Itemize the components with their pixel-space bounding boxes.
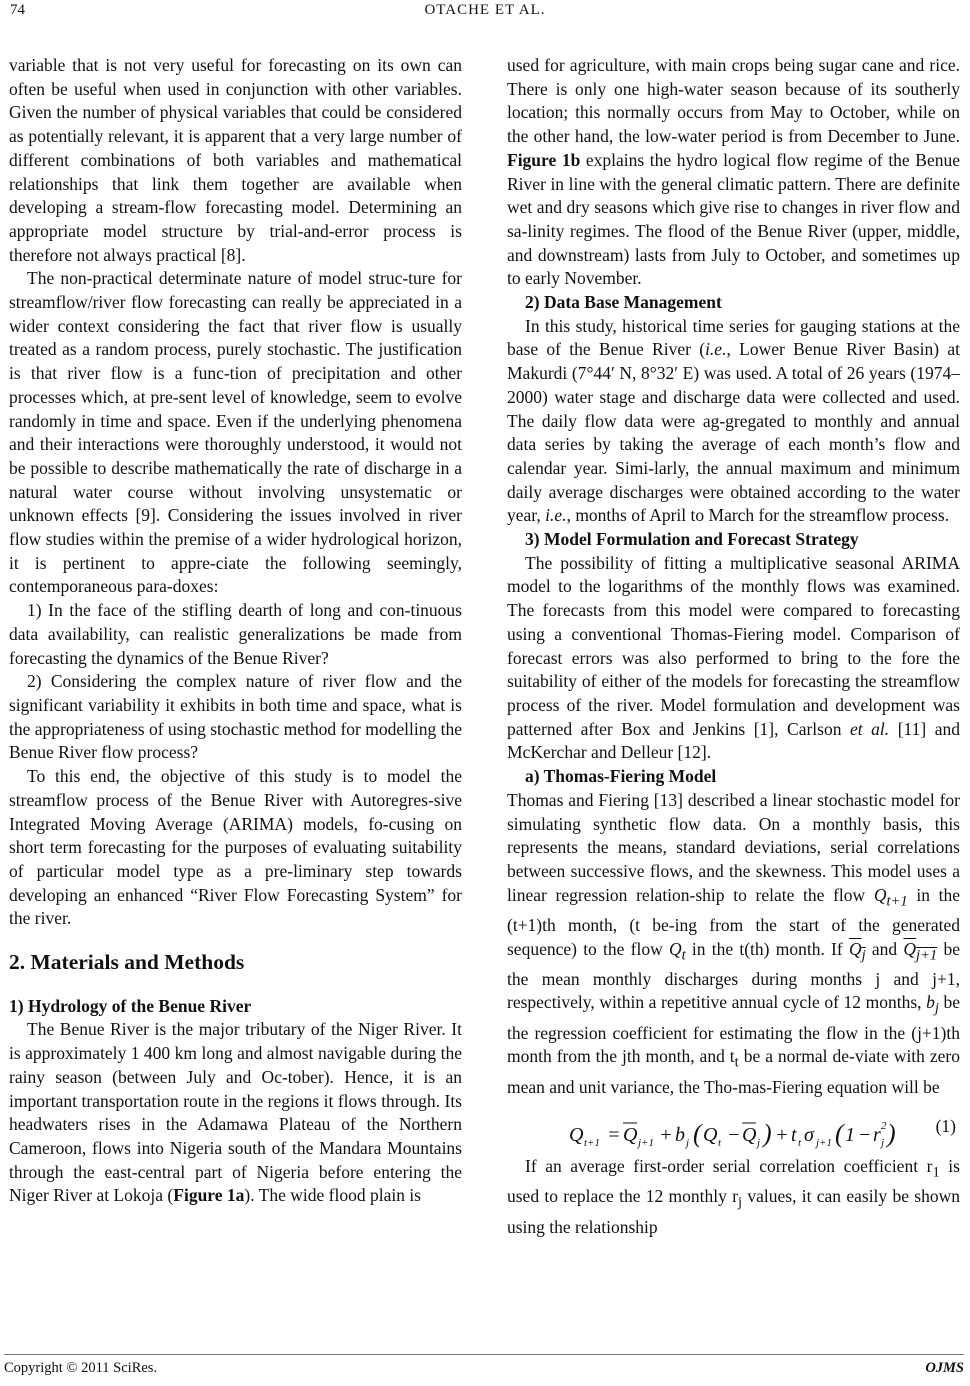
text-run: ). The wide flood plain is xyxy=(244,1185,421,1206)
svg-text:t: t xyxy=(798,1137,802,1150)
text-run: [11] and McKerchar and Delleur [12]. xyxy=(507,718,960,763)
svg-text:Q: Q xyxy=(742,1124,757,1147)
page-number: 74 xyxy=(10,2,25,18)
journal-abbrev: OJMS xyxy=(925,1360,964,1376)
paragraph xyxy=(9,1018,462,1208)
text-run: Thomas and Fiering [13] described a linear stochastic model for simulating synthetic flow data. On a monthly basis, this represents the means, standard deviations, serial correlations between successive flows, and the skewness. This model uses a linear regression relation-ship to relate the flow xyxy=(507,789,960,905)
svg-text:t: t xyxy=(718,1137,722,1150)
subsection-heading: 1) Hydrology of the Benue River xyxy=(9,995,252,1016)
section-heading: 2. Materials and Methods xyxy=(9,950,245,975)
svg-text:j+1: j+1 xyxy=(638,1137,654,1150)
svg-text:(: ( xyxy=(835,1119,844,1149)
figure-ref[interactable]: Figure 1b xyxy=(507,149,581,170)
right-column xyxy=(507,54,960,1239)
paragraph: To this end, the objective of this study is to model the streamflow process of the Benue River with Autoregres-sive Integrated Moving Average (ARIMA) models, fo-cusing on short term forecasting for the purposes of evaluating suitability of particular model type as a pre-liminary step towards developing an enhanced “River Flow Forecasting System” for the river. xyxy=(9,766,462,929)
svg-text:−: − xyxy=(858,1124,872,1147)
svg-text:−: − xyxy=(727,1124,741,1147)
text-run: , months of April to March for the streamflow process. xyxy=(566,505,950,526)
text-run: , Lower Benue River Basin) at Makurdi (7°44′ N, 8°32′ E) was used. A total of 26 years (1974–2000) water stage and discharge data were collected and used. The daily flow data were ag-gregated to monthly and annual data series by taking the average of each month’s flow and calendar year. Simi-larly, the annual maximum and minimum daily average discharges were obtained according to the water year, xyxy=(507,339,961,526)
text-run: used for agriculture, with main crops being sugar cane and rice. There is only one high-water season because of its southerly location; this normally occurs from May to October, while on the other hand, the low-water period is from December to June. xyxy=(507,55,960,147)
svg-text:=: = xyxy=(607,1124,621,1147)
svg-text:j: j xyxy=(881,1137,885,1150)
paragraph: variable that is not very useful for forecasting on its own can often be useful when used in conjunction with other variables. Given the number of physical variables that could be considered as potentially relevant, it is apparent that a very large number of different combinations of both variables and mathematical relationships that link them together are available when developing a stream-flow forecasting model. Determining an appropriate model structure by trial-and-error process is therefore not always practical [8]. xyxy=(9,55,462,265)
italic-abbrev: et al. xyxy=(850,718,890,739)
italic-abbrev: i.e. xyxy=(545,505,567,526)
equation-number: (1) xyxy=(935,1116,956,1137)
svg-text:σ: σ xyxy=(804,1124,814,1147)
paragraph xyxy=(507,552,960,765)
paragraph xyxy=(507,1155,960,1239)
text-run: be the regression coefficient for estimating the flow in the (j+1)th month from the jth month, and t xyxy=(507,992,960,1067)
copyright-notice: Copyright © 2011 SciRes. xyxy=(4,1360,158,1376)
subsection-heading: 3) Model Formulation and Forecast Strategy xyxy=(525,529,859,550)
svg-text:Q: Q xyxy=(569,1124,584,1147)
svg-text:1: 1 xyxy=(845,1124,855,1147)
subsection-heading: 2) Data Base Management xyxy=(525,292,722,313)
svg-text:): ) xyxy=(887,1119,896,1149)
svg-text:): ) xyxy=(763,1119,772,1149)
svg-text:+: + xyxy=(775,1124,789,1147)
italic-abbrev: i.e. xyxy=(705,339,727,360)
page-header xyxy=(0,2,970,24)
equation-1 xyxy=(507,1099,960,1155)
subsection-heading: a) Thomas-Fiering Model xyxy=(525,766,717,787)
paragraph xyxy=(507,315,960,528)
text-run: If an average first-order serial correlation coefficient r xyxy=(525,1156,933,1177)
paragraph: 2) Considering the complex nature of river flow and the significant variability it exhibits in both time and space, what is the appropriateness of using stochastic method for modelling the Benue River flow process? xyxy=(9,671,462,763)
text-run: In this study, historical time series for gauging stations at the base of the Benue River ( xyxy=(507,315,960,360)
paragraph: The non-practical determinate nature of model struc-ture for streamflow/river flow forecasting can really be appreciated in a wider context considering the fact that river flow is usually treated as a random process, purely stochastic. The justification is that river flow is a func-tion of precipitation and other processes which, at pre-sent level of knowledge, seem to evolve randomly in time and space. Even if the underlying phenomena and their interactions were thoroughly understood, it would not be possible to describe mathematically the rate of discharge in a natural water course without involving unsystematic or unknown effects [9]. Considering the issues involved in river flow studies within the premise of a wider hydrological horizon, it is pertinent to appre-ciate the following seemingly, contemporaneous para-doxes: xyxy=(9,268,462,597)
text-run: and xyxy=(871,938,904,959)
paragraph: 1) In the face of the stifling dearth of long and con-tinuous data availability, can realistic generalizations be made from forecasting the dynamics of the Benue River? xyxy=(9,600,462,668)
text-run: in the (t+1)th month, (t be-ing from the start of the generated sequence) to the flow xyxy=(507,884,960,959)
svg-text:b: b xyxy=(675,1124,685,1147)
svg-text:j+1: j+1 xyxy=(816,1137,832,1150)
running-title: OTACHE ET AL. xyxy=(424,2,546,18)
symbol: $Q_{t+1}$ xyxy=(873,884,908,910)
text-run: explains the hydro logical flow regime of the Benue River in line with the general climatic pattern. There are definite wet and dry seasons which give rise to changes in river flow and sa-linity regimes. The flood of the Benue River (upper, middle, and downstream) lasts from July to October, and sometimes up to early November. xyxy=(507,149,960,289)
text-run: in the t(th) month. If xyxy=(691,938,849,959)
paragraph xyxy=(507,54,960,291)
footer-rule xyxy=(4,1354,964,1355)
svg-text:Q: Q xyxy=(703,1124,718,1147)
left-column xyxy=(9,54,462,1208)
subscript: t xyxy=(734,1054,739,1071)
svg-text:t+1: t+1 xyxy=(584,1137,600,1150)
text-run: values, it can easily be shown using the relationship xyxy=(507,1186,960,1237)
svg-text:Q: Q xyxy=(623,1124,638,1147)
svg-text:t: t xyxy=(791,1124,797,1147)
subscript: 1 xyxy=(932,1164,940,1181)
svg-text:j: j xyxy=(757,1137,761,1150)
figure-ref[interactable]: Figure 1a xyxy=(173,1185,245,1206)
svg-text:j: j xyxy=(686,1137,690,1150)
subscript: j xyxy=(738,1194,743,1211)
svg-text:+: + xyxy=(659,1124,673,1147)
paragraph xyxy=(507,789,960,1099)
text-run: is used to replace the 12 monthly r xyxy=(507,1156,960,1207)
symbol: $Q_j$ xyxy=(848,938,866,964)
text-run: be a normal de-viate with zero mean and unit variance, the Tho-mas-Fiering equation will be xyxy=(507,1046,961,1097)
symbol: $Q_{j+1}$ xyxy=(903,938,938,964)
svg-text:2: 2 xyxy=(881,1120,887,1133)
thomas-fiering-equation xyxy=(569,1115,899,1155)
text-run: The Benue River is the major tributary of the Niger River. It is approximately 1 400 km long and almost navigable during the rainy season (between July and Oc-tober). Hence, it is an important transportation route in the regions it flows through. Its headwaters rises in the Adamawa Plateau of the Northern Cameroon, flows into Nigeria south of the Mandara Mountains through the east-central part of Nigeria before entering the Niger River at Lokoja ( xyxy=(9,1019,462,1206)
symbol: $b_j$ xyxy=(926,992,939,1017)
text-run: The possibility of fitting a multiplicative seasonal ARIMA model to the logarithms of the monthly flows was examined. The forecasts from this model were compared to forecasting using a conventional Thomas-Fiering model. Comparison of forecast errors was also performed to bring to the fore the suitability of either of the models for forecasting the streamflow process of the river. Model formulation and development was patterned after Box and Jenkins [1], Carlson xyxy=(507,552,960,739)
symbol: $Q_t$ xyxy=(668,938,686,964)
svg-text:(: ( xyxy=(693,1119,702,1149)
text-run: be the mean monthly discharges during months j and j+1, respectively, within a repetitive annual cycle of 12 months, xyxy=(507,938,960,1013)
svg-text:r: r xyxy=(873,1124,881,1147)
